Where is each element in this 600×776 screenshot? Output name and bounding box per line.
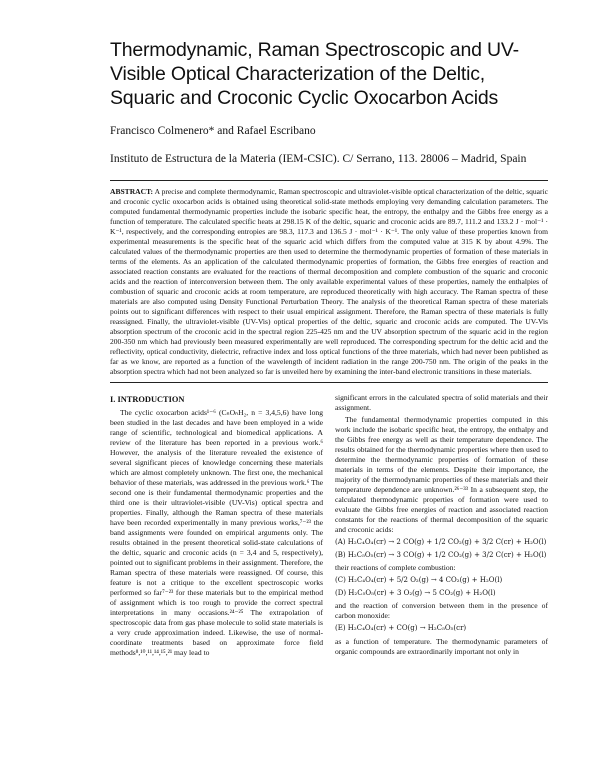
reaction-e: (E) H₂C₄O₄(cr) + CO(g) → H₂C₅O₅(cr) xyxy=(335,624,467,633)
abstract xyxy=(110,187,548,377)
intro-paragraph-4: as a function of temperature. The thermodynamic parameters of organic compounds are extraordinarily important not only in xyxy=(335,636,548,656)
body-columns xyxy=(110,393,548,660)
combustion-label: their reactions of complete combustion: xyxy=(335,563,456,573)
right-column xyxy=(335,393,548,660)
paper-title: Thermodynamic, Raman Spectroscopic and UV-Visible Optical Characterization of the Deltic, Squaric and Croconic Cyclic Oxocarbon Acids xyxy=(110,39,519,109)
reaction-a: (A) H₂C₄O₄(cr) → 2 CO(g) + 1/2 CO₂(g) + 3/2 C(cr) + H₂O(l) xyxy=(335,538,547,546)
intro-paragraph-2: significant errors in the calculated spectra of solid materials and their assignment. xyxy=(335,393,548,412)
reaction-c: (C) H₂C₄O₄(cr) + 5/2 O₂(g) → 4 CO₂(g) + H₂O(l) xyxy=(335,576,503,585)
authors: Francisco Colmenero* and Rafael Escribano xyxy=(110,125,316,137)
intro-paragraph-3: The fundamental thermodynamic properties computed in this work include the isobaric specific heat, the entropy, the enthalpy and the Gibbs free energy as well as their temperature dependence. The results obtained for the thermodynamic properties where then used to determine the thermodynamic properties of formation of these materials in terms of the elements. Despite their importance, the majority of the thermodynamic properties of these materials and their temperature dependence are unknown.²⁶⁻³³ In a subsequent step, the calculated thermodynamic properties of formation were used to evaluate the Gibbs free energies of reaction and associated reaction constants for the reactions of thermal decomposition of the squaric and croconic acids: xyxy=(335,415,548,534)
reaction-d: (D) H₂C₅O₅(cr) + 3 O₂(g) → 5 CO₂(g) + H₂O(l) xyxy=(335,588,496,597)
conversion-label: and the reaction of conversion between them in the presence of carbon monoxide: xyxy=(335,601,548,621)
reaction-b: (B) H₂C₅O₅(cr) → 3 CO(g) + 1/2 CO₂(g) + 3/2 C(cr) + H₂O(l) xyxy=(335,550,547,559)
intro-paragraph-1: The cyclic oxocarbon acids¹⁻⁶ (CₙOₙH₂, n = 3,4,5,6) have long been studied in the last decades and have been employed in a wide range of scientific, technological and biomedical applications. A review of the literature has been reported in a previous work.⁶ However, the analysis of the literature revealed the existence of several significant pieces of knowledge concerning these materials which are almost completely unknown. The first one, the mechanical behavior of these materials, was addressed in the previous work.⁶ The second one is their fundamental thermodynamic properties and the third one is their ultraviolet-visible (UV-Vis) optical spectra and properties. Finally, although the Raman spectra of these materials have been recorded experimentally in many previous works,⁷⁻²³ the band assignments were founded on empirical arguments only. The results obtained in the present theoretical solid-state calculations of the deltic, squaric and croconic acids (n = 3,4 and 5, respectively), pointed out to significant problems in their assignment. Therefore, the Raman spectra of these materials were reassigned. Of course, this feature is not a critique to the excellent spectroscopic works performed so far⁷⁻²³ for these materials but to the empirical method of assignment which is too rough to provide the correct spectral interpretations in many occasions.²⁴⁻²⁵ The extrapolation of spectroscopic data from gas phase molecule to solid state materials is a very crude approximation indeed. Likewise, the use of normal-coordinate treatments based on approximate force field methods⁸,¹⁰,¹¹,¹⁴,¹⁵,²¹ may lead to xyxy=(110,408,323,657)
abstract-label: ABSTRACT: xyxy=(110,187,154,196)
affiliation: Instituto de Estructura de la Materia (IEM-CSIC). C/ Serrano, 113. 28006 – Madrid, Spain xyxy=(110,153,527,165)
abstract-box xyxy=(110,180,548,383)
abstract-text: A precise and complete thermodynamic, Raman spectroscopic and ultraviolet-visible optical characterization of the deltic, squaric and croconic cyclic oxocarbon acids is obtained using theoretical solid-state methods employing very demanding calculation parameters. The computed fundamental thermodynamic properties include the isobaric specific heat, the entropy, the enthalpy and the Gibbs free energy as a function of temperature. The calculated specific heats at 298.15 K of the deltic, squaric and croconic acids are 89.7, 111.2 and 133.2 J · mol⁻¹ · K⁻¹, respectively, and the corresponding entropies are 98.3, 117.3 and 136.5 J · mol⁻¹ · K⁻¹. The only value of these properties known from experimental measurements is the specific heat of the squaric acid which differs from the computed value at 315 K by about 4.9%. The calculated values of the thermodynamic properties are then used to determine the thermodynamic properties of formation of these materials in terms of the elements. As an application of the calculated thermodynamic properties of formation, the Gibbs free energies of reaction and associated reaction constants are evaluated for the reactions of thermal decomposition and complete combustion of the squaric and croconic acids and the reaction of interconversion between them. The only available experimental values of these properties, namely the enthalpies of combustion of squaric and croconic acids at room temperature, are reproduced theoretically with high accuracy. The Raman spectra of these materials are also computed using Density Functional Perturbation Theory. The analysis of the theoretical Raman spectra of these materials points out to significant differences with respect to their usual empirical assignment. Therefore, the Raman spectra of these materials is fully reassigned. Finally, the ultraviolet-visible (UV-Vis) optical properties of the deltic, squaric and croconic acids are computed. The UV-Vis absorption spectrum of the croconic acid in the spectral region 225-425 nm and the UV absorption spectrum of the squaric acid in the region 200-350 nm which had previously been measured experimentally are well reproduced. The corresponding spectrum for the deltic acid and the reflectivity, optical conductivity, dielectric, refractive index and loss optical functions of the three materials, which had never been published as far as we know, are reported as a function of the wavelength of incident radiation in the range 200-750 nm. The origin of the peaks in the absorption spectra which had not been analyzed so far is unveiled here by examining the inter-band electronic transitions in these materials. xyxy=(110,187,548,376)
section-heading-introduction: I. INTRODUCTION xyxy=(110,395,185,404)
left-column xyxy=(110,393,323,660)
